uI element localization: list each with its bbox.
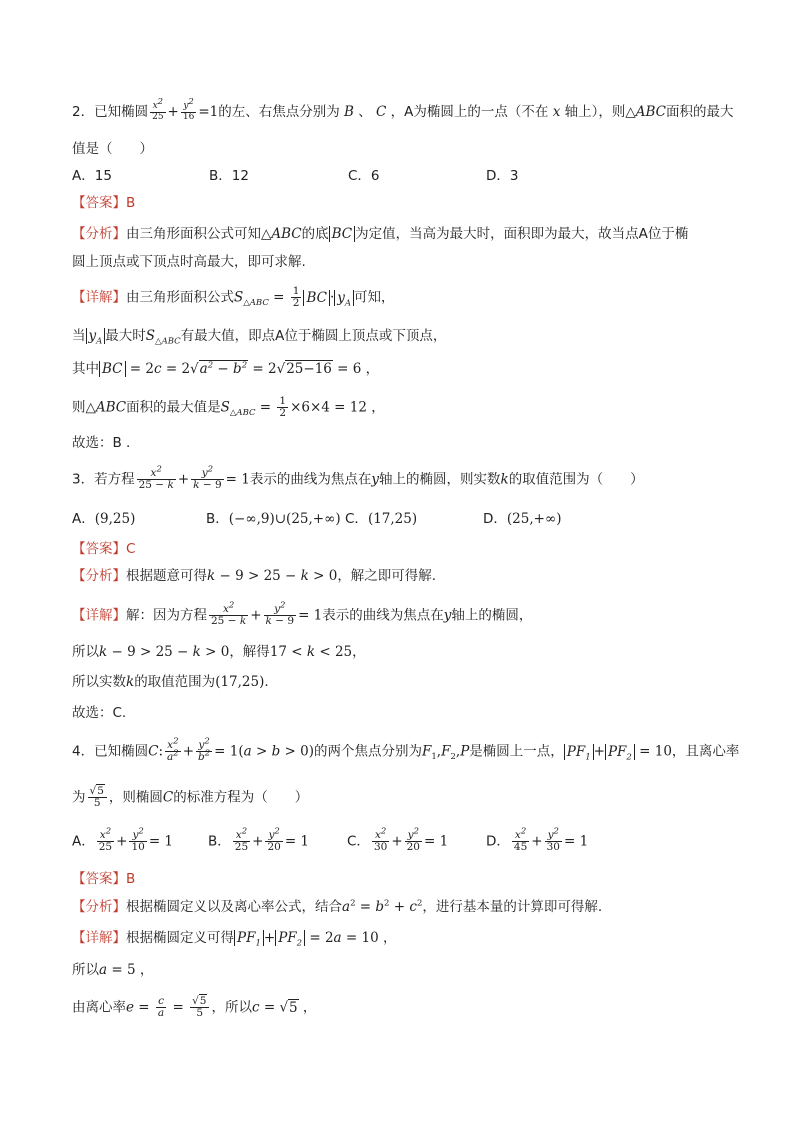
q4-option-d: D． $\frac{x^2}{45}$ + $\frac{y^2}{30}$ = 1 (486, 826, 589, 854)
q3-option-d: D．(25,+∞) (483, 511, 562, 527)
q4-detail-line1: 【详解】根据椭圆定义可得 $PF_1 + PF_2 = 2a = 10$ ， (72, 930, 397, 949)
q2-conclusion: 故选：B . (72, 435, 131, 451)
q3-answer: 【答案】C (72, 541, 136, 557)
q2-answer: 【答案】B (72, 195, 136, 211)
q4-options (72, 826, 589, 854)
q2-number: 2． (72, 104, 95, 120)
q3-options (72, 509, 561, 529)
q2-detail-line4: 则△ABC面积的最大值是$S_{\triangle ABC}$ = $\frac{1}{2}$ ×6×4 = 12 ， (72, 395, 385, 420)
q4-stem-line1: 4．已知椭圆C: $\frac{x^2}{a^2}$ + $\frac{y^2}{b^2}$ = 1(a > b > 0)的两个焦点分别为$F_1,F_2,P$是椭圆上一点， $PF_1 + PF_2 = 10$，且离心率 (72, 736, 740, 764)
q2-detail-line3: 其中 BC = $2c = 2√a^2 - b^2 = 2√25-16 = 6$ ， (72, 360, 380, 377)
q2-stem-line2: 值是（ ） (72, 141, 153, 157)
q4-detail-line3: 由离心率e = $\frac{c}{a}$ = $\frac{√5}{5}$ ，所以c = √5 ， (72, 995, 317, 1020)
q2-stem-line1: 2．已知椭圆 $\frac{x^2}{25}$ + $\frac{y^2}{16}$ =1的左、右焦点分别为 B 、 C ，A为椭圆上的一点（不在 x 轴上），则△ABC面积的最大 (72, 97, 734, 122)
q3-option-a: A．(9,25) (72, 511, 136, 527)
q4-analysis: 【分析】根据椭圆定义以及离心率公式，结合$a^2 = b^2 + c^2$，进行基本量的计算即可得解. (72, 898, 603, 915)
q3-option-c: C．(17,25) (345, 511, 418, 527)
q2-detail-line2: 当 $y_A$ 最大时$S_{\triangle ABC}$有最大值，即点A位于椭圆上顶点或下顶点， (72, 328, 447, 347)
q3-analysis: 【分析】根据题意可得k − 9 > 25 − k > 0，解之即可得解. (72, 568, 437, 584)
q2-option-a: A．15 (72, 168, 112, 184)
q3-detail-line1: 【详解】解：因为方程 $\frac{x^2}{25 - k}$ + $\frac{y^2}{k - 9}$ = 1表示的曲线为焦点在y轴上的椭圆， (72, 600, 533, 628)
q2-analysis-line2: 圆上顶点或下顶点时高最大，即可求解. (72, 254, 306, 270)
q3-number: 3． (72, 471, 95, 488)
q2-option-b: B．12 (209, 168, 249, 184)
q2-option-c: C．6 (348, 168, 380, 184)
q3-detail-line2: 所以k − 9 > 25 − k > 0，解得17 < k < 25， (72, 644, 366, 660)
q3-conclusion: 故选：C. (72, 705, 127, 721)
q2-analysis-line1: 【分析】由三角形面积公式可知△ABC的底 BC 为定值，当高为最大时，面积即为最大，故当点A位于椭 (72, 226, 689, 242)
q2-options (72, 166, 518, 186)
q4-option-c: C． $\frac{x^2}{30}$ + $\frac{y^2}{20}$ = 1 (347, 826, 449, 854)
q4-number: 4． (72, 743, 95, 760)
q4-detail-line2: 所以a = 5 ， (72, 962, 154, 978)
q4-option-a: A． $\frac{x^2}{25}$ + $\frac{y^2}{10}$ = 1 (72, 826, 174, 854)
q3-option-b: B．(−∞,9)∪(25,+∞) (206, 511, 341, 527)
q4-option-b: B． $\frac{x^2}{25}$ + $\frac{y^2}{20}$ = 1 (208, 826, 310, 854)
q2-detail-line1: 【详解】由三角形面积公式$S_{\triangle ABC}$ = $\frac{1}{2}$ BC · $y_A$ 可知， (72, 285, 395, 310)
q3-stem: 3．若方程 $\frac{x^2}{25 - k}$ + $\frac{y^2}{k - 9}$ = 1表示的曲线为焦点在y轴上的椭圆，则实数k的取值范围为（ ） (72, 464, 644, 492)
q2-option-d: D．3 (486, 168, 519, 184)
q3-detail-line3: 所以实数k的取值范围为(17,25). (72, 674, 269, 690)
q4-answer: 【答案】B (72, 871, 136, 887)
q4-stem-line2: 为 $\frac{√5}{5}$ ，则椭圆C的标准方程为（ ） (72, 785, 309, 810)
